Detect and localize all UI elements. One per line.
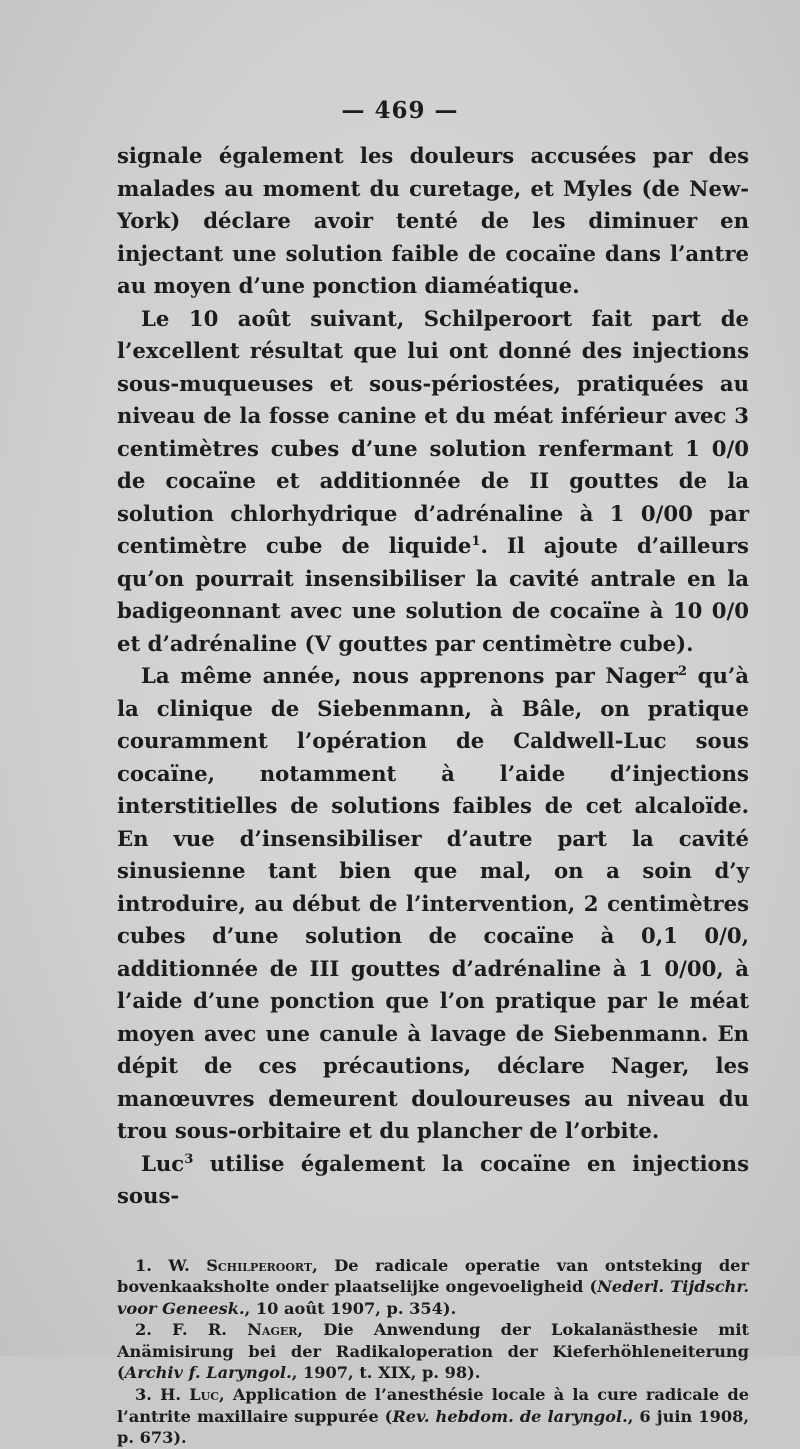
body-text (117, 140, 749, 1449)
footnote-2-num: 2. F. R. (135, 1320, 248, 1340)
footnote-1-author: Schilperoort (206, 1255, 313, 1275)
footnote-2-author: Nager (247, 1320, 298, 1340)
footnote-3 (117, 1384, 749, 1449)
paragraph-3-text-a: La même année, nous apprenons par Nager (141, 663, 678, 688)
footnote-2-tail: , 1907, t. XIX, p. 98). (291, 1363, 481, 1383)
paragraph-1: signale également les douleurs accusées par des malades au moment du curetage, et Myles (de New-York) déclare avoir tenté de les diminuer en injectant une solution faible de cocaïne dans l’antre au moyen d’une ponction diaméatique. (117, 143, 749, 298)
paragraph-3-text-b: qu’à la clinique de Siebenmann, à Bâle, on pratique couramment l’opération de Caldwell-Luc sous cocaïne, notamment à l’aide d’injections interstitielles de solutions faibles de cet alcaloïde. En vue d’insensibiliser d’autre part la cavité sinusienne tant bien que mal, on a soin d’y introduire, au début de l’intervention, 2 centimètres cubes d’une solution de cocaïne à 0,1 0/0, additionnée de III gouttes d’adrénaline à 1 0/00, à l’aide d’une ponction que l’on pratique par le méat moyen avec une canule à lavage de Siebenmann. En dépit de ces précautions, déclare Nager, les manœuvres demeurent douloureuses au niveau du trou sous-orbitaire et du plancher de l’orbite. (117, 663, 749, 1143)
footnote-mark-3: 3 (184, 1151, 194, 1167)
footnote-mark-1: 1 (471, 533, 481, 549)
footnote-separator (117, 1213, 749, 1255)
footnote-2-text: , Die Anwendung der Lokalanästhesie mit Anämisirung bei der Radikaloperation der Kieferhöhleneiterung ( (117, 1320, 749, 1383)
footnote-1-text: , De radicale operatie van ontsteking der bovenkaaksholte onder plaatselijke ongevoeligheid ( (117, 1255, 749, 1297)
footnote-3-tail: , 6 juin 1908, p. 673). (117, 1406, 749, 1448)
footnote-3-journal: Rev. hebdom. de laryngol. (392, 1406, 628, 1426)
page-number: — 469 — (341, 97, 459, 124)
footnote-1-num: 1. W. (135, 1255, 207, 1275)
footnote-3-author: Luc (189, 1385, 219, 1405)
footnote-mark-2: 2 (677, 663, 688, 679)
footnote-3-text: , Application de l’anesthésie locale à la cure radicale de l’antrite maxillaire suppurée ( (117, 1385, 749, 1426)
footnote-1-tail: , 10 août 1907, p. 354). (244, 1298, 457, 1318)
paragraph-3 (117, 660, 749, 1148)
footnote-3-num: 3. H. (135, 1385, 190, 1405)
paragraph-2-text-b: . Il ajoute d’ailleurs qu’on pourrait insensibiliser la cavité antrale en la badigeonnant avec une solution de cocaïne à 10 0/0 et d’adrénaline (V gouttes par centimètre cube). (117, 533, 749, 656)
footnote-2-journal: Archiv f. Laryngol. (124, 1363, 292, 1383)
paragraph-4-text-b: utilise également la cocaïne en injections sous- (117, 1150, 749, 1208)
footnote-1 (117, 1255, 749, 1320)
footnotes (117, 1255, 749, 1449)
paragraph-4 (117, 1148, 749, 1213)
paragraph-4-text-a: Luc (141, 1150, 185, 1176)
paragraph-2-text-a: Le 10 août suivant, Schilperoort fait part de l’excellent résultat que lui ont donné des injections sous-muqueuses et sous-périostées, pratiquées au niveau de la fosse canine et du méat inférieur avec 3 centimètres cubes d’une solution renfermant 1 0/0 de cocaïne et additionnée de II gouttes de la solution chlorhydrique d’adrénaline à 1 0/00 par centimètre cube de liquide (117, 305, 749, 558)
footnote-1-journal: Nederl. Tijdschr. voor Geneesk. (117, 1277, 749, 1318)
footnote-2 (117, 1319, 749, 1384)
paragraph-2 (117, 303, 749, 661)
